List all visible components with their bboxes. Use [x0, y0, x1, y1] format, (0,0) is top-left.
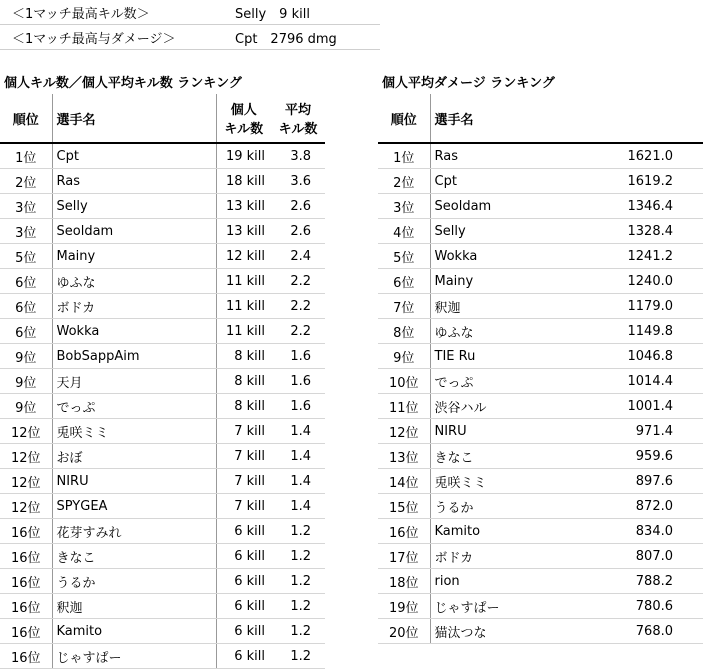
player-name-cell: Cpt — [430, 169, 590, 194]
rank-cell: 12位 — [0, 444, 52, 469]
kills-cell: 13 kill — [216, 219, 271, 244]
avg-damage-cell: 959.6 — [590, 444, 703, 469]
table-row — [0, 319, 325, 344]
avg-kills-cell: 1.2 — [271, 644, 325, 669]
player-name-cell: Mainy — [430, 269, 590, 294]
rank-cell: 1位 — [0, 143, 52, 169]
avg-kills-cell: 1.2 — [271, 519, 325, 544]
avg-kills-cell: 1.6 — [271, 344, 325, 369]
table-row — [378, 294, 703, 319]
avg-kills-cell: 2.2 — [271, 269, 325, 294]
table-row — [0, 544, 325, 569]
kill-ranking-table — [0, 94, 325, 669]
table-row — [0, 569, 325, 594]
avg-damage-cell: 897.6 — [590, 469, 703, 494]
header-rank: 順位 — [0, 94, 52, 143]
player-name-cell: ボドカ — [430, 544, 590, 569]
table-row — [0, 644, 325, 669]
damage-ranking-title: 個人平均ダメージ ランキング — [382, 76, 555, 91]
avg-damage-cell: 1014.4 — [590, 369, 703, 394]
table-row — [0, 169, 325, 194]
player-name-cell: 渋谷ハル — [430, 394, 590, 419]
rank-cell: 3位 — [0, 219, 52, 244]
table-row — [378, 169, 703, 194]
player-name-cell: SPYGEA — [52, 494, 216, 519]
rank-cell: 15位 — [378, 494, 430, 519]
rank-cell: 12位 — [0, 419, 52, 444]
avg-damage-cell: 1240.0 — [590, 269, 703, 294]
player-name-cell: 兎咲ミミ — [430, 469, 590, 494]
rank-cell: 16位 — [0, 644, 52, 669]
kill-table-header — [0, 94, 325, 143]
header-avg — [271, 94, 325, 143]
kill-ranking-title: 個人キル数／個人平均キル数 ランキング — [4, 76, 242, 91]
table-row — [0, 344, 325, 369]
damage-table-header — [378, 94, 703, 143]
rank-cell: 6位 — [378, 269, 430, 294]
avg-kills-cell: 1.2 — [271, 544, 325, 569]
player-name-cell: きなこ — [430, 444, 590, 469]
player-name-cell: 兎咲ミミ — [52, 419, 216, 444]
table-row — [378, 319, 703, 344]
avg-kills-cell: 2.2 — [271, 294, 325, 319]
player-name-cell: Seoldam — [430, 194, 590, 219]
avg-kills-cell: 1.6 — [271, 369, 325, 394]
table-row — [378, 469, 703, 494]
kills-cell: 19 kill — [216, 143, 271, 169]
table-row — [378, 419, 703, 444]
avg-kills-cell: 2.6 — [271, 219, 325, 244]
avg-kills-cell: 1.4 — [271, 444, 325, 469]
rank-cell: 3位 — [0, 194, 52, 219]
header-name: 選手名 — [430, 94, 590, 143]
max-kill-row — [0, 0, 380, 25]
rank-cell: 3位 — [378, 194, 430, 219]
avg-damage-cell: 1149.8 — [590, 319, 703, 344]
player-name-cell: Cpt — [52, 143, 216, 169]
kills-cell: 6 kill — [216, 569, 271, 594]
avg-damage-cell: 807.0 — [590, 544, 703, 569]
max-kill-value: Selly 9 kill — [235, 6, 310, 22]
rank-cell: 12位 — [378, 419, 430, 444]
header-kills-line2: キル数 — [224, 122, 264, 137]
table-row — [0, 594, 325, 619]
kills-cell: 13 kill — [216, 194, 271, 219]
player-name-cell: Selly — [52, 194, 216, 219]
rank-cell: 16位 — [0, 569, 52, 594]
avg-kills-cell: 3.6 — [271, 169, 325, 194]
avg-kills-cell: 1.4 — [271, 494, 325, 519]
header-kills-line1: 個人 — [230, 103, 257, 118]
player-name-cell: 釈迦 — [430, 294, 590, 319]
max-dmg-value: Cpt 2796 dmg — [235, 31, 337, 47]
player-name-cell: ゆふな — [52, 269, 216, 294]
player-name-cell: でっぷ — [52, 394, 216, 419]
rank-cell: 1位 — [378, 143, 430, 169]
table-row — [0, 294, 325, 319]
player-name-cell: Mainy — [52, 244, 216, 269]
table-row — [378, 394, 703, 419]
rank-cell: 9位 — [0, 344, 52, 369]
table-row — [0, 494, 325, 519]
kills-cell: 6 kill — [216, 519, 271, 544]
avg-damage-cell: 1046.8 — [590, 344, 703, 369]
table-row — [378, 569, 703, 594]
avg-damage-cell: 788.2 — [590, 569, 703, 594]
table-row — [0, 394, 325, 419]
table-row — [0, 269, 325, 294]
max-dmg-row — [0, 25, 380, 50]
player-name-cell: Kamito — [430, 519, 590, 544]
rank-cell: 6位 — [0, 319, 52, 344]
rank-cell: 9位 — [378, 344, 430, 369]
kills-cell: 11 kill — [216, 269, 271, 294]
rank-cell: 2位 — [378, 169, 430, 194]
table-row — [0, 194, 325, 219]
rank-cell: 8位 — [378, 319, 430, 344]
table-row — [378, 143, 703, 169]
header-avg-line2: キル数 — [278, 122, 318, 137]
summary-panel — [0, 0, 380, 50]
rank-cell: 10位 — [378, 369, 430, 394]
avg-damage-cell: 768.0 — [590, 619, 703, 644]
kills-cell: 12 kill — [216, 244, 271, 269]
avg-kills-cell: 1.2 — [271, 594, 325, 619]
rank-cell: 12位 — [0, 469, 52, 494]
player-name-cell: TIE Ru — [430, 344, 590, 369]
table-row — [378, 544, 703, 569]
kills-cell: 11 kill — [216, 319, 271, 344]
kills-cell: 6 kill — [216, 544, 271, 569]
header-name: 選手名 — [52, 94, 216, 143]
rank-cell: 19位 — [378, 594, 430, 619]
table-row — [378, 269, 703, 294]
rank-cell: 16位 — [0, 544, 52, 569]
rank-cell: 14位 — [378, 469, 430, 494]
rank-cell: 18位 — [378, 569, 430, 594]
kills-cell: 7 kill — [216, 494, 271, 519]
avg-kills-cell: 1.2 — [271, 569, 325, 594]
player-name-cell: おぼ — [52, 444, 216, 469]
avg-damage-cell: 780.6 — [590, 594, 703, 619]
player-name-cell: Wokka — [52, 319, 216, 344]
rank-cell: 17位 — [378, 544, 430, 569]
player-name-cell: でっぷ — [430, 369, 590, 394]
kills-cell: 8 kill — [216, 394, 271, 419]
rank-cell: 9位 — [0, 369, 52, 394]
table-row — [378, 369, 703, 394]
player-name-cell: ゆふな — [430, 319, 590, 344]
avg-kills-cell: 2.2 — [271, 319, 325, 344]
rank-cell: 16位 — [0, 594, 52, 619]
rank-cell: 5位 — [378, 244, 430, 269]
rank-cell: 20位 — [378, 619, 430, 644]
kills-cell: 8 kill — [216, 344, 271, 369]
table-row — [0, 369, 325, 394]
rank-cell: 16位 — [0, 519, 52, 544]
player-name-cell: Kamito — [52, 619, 216, 644]
player-name-cell: うるか — [52, 569, 216, 594]
table-row — [378, 219, 703, 244]
table-row — [0, 519, 325, 544]
table-row — [0, 244, 325, 269]
table-row — [378, 194, 703, 219]
kills-cell: 6 kill — [216, 594, 271, 619]
kills-cell: 18 kill — [216, 169, 271, 194]
avg-damage-cell: 1621.0 — [590, 143, 703, 169]
player-name-cell: NIRU — [52, 469, 216, 494]
avg-damage-cell: 1619.2 — [590, 169, 703, 194]
player-name-cell: 花芽すみれ — [52, 519, 216, 544]
avg-damage-cell: 1001.4 — [590, 394, 703, 419]
rank-cell: 9位 — [0, 394, 52, 419]
avg-damage-cell: 1179.0 — [590, 294, 703, 319]
rank-cell: 11位 — [378, 394, 430, 419]
rank-cell: 16位 — [378, 519, 430, 544]
rank-cell: 16位 — [0, 619, 52, 644]
player-name-cell: Wokka — [430, 244, 590, 269]
rank-cell: 13位 — [378, 444, 430, 469]
kills-cell: 8 kill — [216, 369, 271, 394]
player-name-cell: 猫汰つな — [430, 619, 590, 644]
rank-cell: 2位 — [0, 169, 52, 194]
table-row — [378, 244, 703, 269]
header-rank: 順位 — [378, 94, 430, 143]
player-name-cell: じゃすぱー — [52, 644, 216, 669]
avg-damage-cell: 1241.2 — [590, 244, 703, 269]
player-name-cell: Ras — [430, 143, 590, 169]
avg-damage-cell: 872.0 — [590, 494, 703, 519]
avg-kills-cell: 1.4 — [271, 419, 325, 444]
rank-cell: 7位 — [378, 294, 430, 319]
kills-cell: 7 kill — [216, 419, 271, 444]
avg-damage-cell: 834.0 — [590, 519, 703, 544]
rank-cell: 6位 — [0, 294, 52, 319]
avg-kills-cell: 1.4 — [271, 469, 325, 494]
header-kills — [216, 94, 271, 143]
avg-kills-cell: 2.4 — [271, 244, 325, 269]
kills-cell: 7 kill — [216, 469, 271, 494]
player-name-cell: Seoldam — [52, 219, 216, 244]
avg-damage-cell: 971.4 — [590, 419, 703, 444]
avg-kills-cell: 3.8 — [271, 143, 325, 169]
kills-cell: 6 kill — [216, 619, 271, 644]
player-name-cell: 釈迦 — [52, 594, 216, 619]
table-row — [0, 143, 325, 169]
max-kill-label: ＜1マッチ最高キル数＞ — [12, 6, 150, 22]
header-avg-line1: 平均 — [284, 103, 311, 118]
player-name-cell: BobSappAim — [52, 344, 216, 369]
rank-cell: 5位 — [0, 244, 52, 269]
table-row — [0, 469, 325, 494]
avg-kills-cell: 1.6 — [271, 394, 325, 419]
rank-cell: 6位 — [0, 269, 52, 294]
avg-damage-cell: 1346.4 — [590, 194, 703, 219]
player-name-cell: Ras — [52, 169, 216, 194]
table-row — [378, 444, 703, 469]
table-row — [0, 219, 325, 244]
table-row — [0, 419, 325, 444]
table-row — [0, 444, 325, 469]
rank-cell: 12位 — [0, 494, 52, 519]
player-name-cell: NIRU — [430, 419, 590, 444]
max-dmg-label: ＜1マッチ最高与ダメージ＞ — [12, 31, 176, 47]
table-row — [378, 494, 703, 519]
damage-ranking-table — [378, 94, 703, 644]
player-name-cell: Selly — [430, 219, 590, 244]
player-name-cell: うるか — [430, 494, 590, 519]
player-name-cell: rion — [430, 569, 590, 594]
table-row — [0, 619, 325, 644]
kills-cell: 7 kill — [216, 444, 271, 469]
avg-damage-cell: 1328.4 — [590, 219, 703, 244]
kills-cell: 6 kill — [216, 644, 271, 669]
table-row — [378, 594, 703, 619]
header-damage — [590, 94, 703, 143]
avg-kills-cell: 2.6 — [271, 194, 325, 219]
rank-cell: 4位 — [378, 219, 430, 244]
player-name-cell: 天月 — [52, 369, 216, 394]
table-row — [378, 344, 703, 369]
player-name-cell: きなこ — [52, 544, 216, 569]
avg-kills-cell: 1.2 — [271, 619, 325, 644]
table-row — [378, 519, 703, 544]
player-name-cell: ボドカ — [52, 294, 216, 319]
kills-cell: 11 kill — [216, 294, 271, 319]
player-name-cell: じゃすぱー — [430, 594, 590, 619]
table-row — [378, 619, 703, 644]
